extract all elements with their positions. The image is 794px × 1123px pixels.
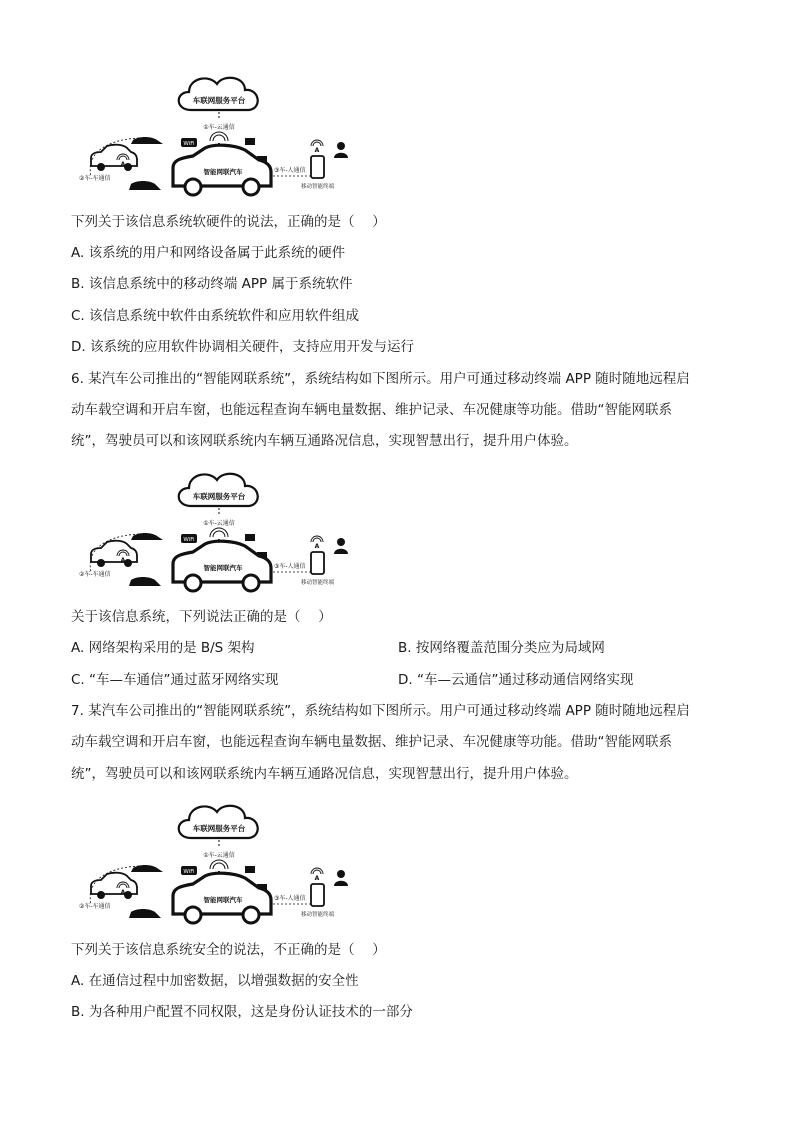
vehicle-icon bbox=[91, 873, 137, 899]
car-cloud-label: ①车-云通信 bbox=[203, 124, 235, 131]
system-diagram bbox=[73, 68, 353, 198]
person-icon bbox=[334, 538, 348, 554]
option-c: C. 该信息系统中软件由系统软件和应用软件组成 bbox=[71, 308, 360, 324]
car-car-label: ②车-车通信 bbox=[79, 571, 111, 578]
car-person-label: ③车-人通信 bbox=[274, 167, 306, 174]
option-b: B. 为各种用户配置不同权限，这是身份认证技术的一部分 bbox=[71, 1004, 413, 1020]
question-intro: 统”，驾驶员可以和该网联系统内车辆互通路况信息，实现智慧出行，提升用户体验。 bbox=[71, 766, 578, 782]
car-label: 智能网联汽车 bbox=[203, 896, 243, 904]
camera-icon bbox=[245, 534, 255, 541]
car-label: 智能网联汽车 bbox=[203, 168, 243, 176]
smart-car bbox=[173, 145, 271, 195]
car-cloud-label: ①车-云通信 bbox=[203, 852, 235, 859]
svg-text:A: A bbox=[314, 543, 320, 550]
cloud-label: 车联网服务平台 bbox=[192, 492, 246, 501]
terminal-label: 移动智能终端 bbox=[301, 184, 335, 190]
phone-icon bbox=[311, 156, 324, 178]
antenna-icon bbox=[311, 140, 323, 154]
question-stem: 关于该信息系统，下列说法正确的是（ ） bbox=[71, 609, 332, 625]
car-label: 智能网联汽车 bbox=[203, 564, 243, 572]
vehicle-icon bbox=[129, 181, 161, 190]
svg-text:A: A bbox=[120, 161, 126, 168]
smart-car bbox=[173, 873, 271, 923]
camera-icon bbox=[245, 138, 255, 145]
option-b: B. 按网络覆盖范围分类应为局域网 bbox=[398, 640, 605, 656]
option-d: D. “车—云通信”通过移动通信网络实现 bbox=[398, 672, 634, 688]
vehicle-icon bbox=[129, 909, 161, 918]
question-intro: 6. 某汽车公司推出的“智能网联系统”，系统结构如下图所示。用户可通过移动终端 APP 随时随地远程启 bbox=[71, 371, 690, 387]
wifi-icon bbox=[181, 534, 197, 543]
question-intro: 动车载空调和开启车窗，也能远程查询车辆电量数据、维护记录、车况健康等功能。借助“智能网联系 bbox=[71, 402, 672, 418]
vehicle-icon bbox=[131, 137, 163, 144]
car-car-label: ②车-车通信 bbox=[79, 175, 111, 182]
wifi-icon bbox=[181, 866, 197, 875]
cloud-label: 车联网服务平台 bbox=[192, 96, 246, 105]
camera-icon bbox=[245, 866, 255, 873]
option-a: A. 该系统的用户和网络设备属于此系统的硬件 bbox=[71, 245, 346, 261]
svg-text:WiFi: WiFi bbox=[183, 141, 195, 147]
svg-text:WiFi: WiFi bbox=[183, 537, 195, 543]
car-car-label: ②车-车通信 bbox=[79, 903, 111, 910]
antenna-icon bbox=[311, 868, 323, 882]
antenna-icon bbox=[311, 536, 323, 550]
svg-text:A: A bbox=[120, 889, 126, 896]
phone-icon bbox=[311, 552, 324, 574]
phone-icon bbox=[311, 884, 324, 906]
vehicle-icon bbox=[129, 577, 161, 586]
smart-car bbox=[173, 541, 271, 591]
cloud-platform bbox=[179, 474, 258, 506]
vehicle-icon bbox=[131, 533, 163, 540]
option-c: C. “车—车通信”通过蓝牙网络实现 bbox=[71, 672, 279, 688]
question-stem: 下列关于该信息系统安全的说法，不正确的是（ ） bbox=[71, 942, 386, 958]
car-person-label: ③车-人通信 bbox=[274, 895, 306, 902]
question-stem: 下列关于该信息系统软硬件的说法，正确的是（ ） bbox=[71, 214, 386, 230]
vehicle-icon bbox=[91, 541, 137, 567]
option-a: A. 在通信过程中加密数据，以增强数据的安全性 bbox=[71, 973, 359, 989]
terminal-label: 移动智能终端 bbox=[301, 580, 335, 586]
svg-text:A: A bbox=[314, 875, 320, 882]
system-diagram bbox=[73, 796, 353, 926]
system-diagram bbox=[73, 464, 353, 594]
option-b: B. 该信息系统中的移动终端 APP 属于系统软件 bbox=[71, 276, 353, 292]
vehicle-icon bbox=[131, 865, 163, 872]
option-a: A. 网络架构采用的是 B/S 架构 bbox=[71, 640, 255, 656]
question-intro: 统”，驾驶员可以和该网联系统内车辆互通路况信息，实现智慧出行，提升用户体验。 bbox=[71, 433, 578, 449]
svg-text:A: A bbox=[314, 147, 320, 154]
option-d: D. 该系统的应用软件协调相关硬件，支持应用开发与运行 bbox=[71, 339, 414, 355]
question-intro: 动车载空调和开启车窗，也能远程查询车辆电量数据、维护记录、车况健康等功能。借助“智能网联系 bbox=[71, 734, 672, 750]
wifi-icon bbox=[181, 138, 197, 147]
cloud-label: 车联网服务平台 bbox=[192, 824, 246, 833]
person-icon bbox=[334, 142, 348, 158]
question-intro: 7. 某汽车公司推出的“智能网联系统”，系统结构如下图所示。用户可通过移动终端 APP 随时随地远程启 bbox=[71, 703, 690, 719]
car-cloud-label: ①车-云通信 bbox=[203, 520, 235, 527]
svg-text:WiFi: WiFi bbox=[183, 869, 195, 875]
svg-text:A: A bbox=[120, 557, 126, 564]
car-person-label: ③车-人通信 bbox=[274, 563, 306, 570]
person-icon bbox=[334, 870, 348, 886]
cloud-platform bbox=[179, 806, 258, 838]
vehicle-icon bbox=[91, 145, 137, 171]
cloud-platform bbox=[179, 78, 258, 110]
terminal-label: 移动智能终端 bbox=[301, 912, 335, 918]
